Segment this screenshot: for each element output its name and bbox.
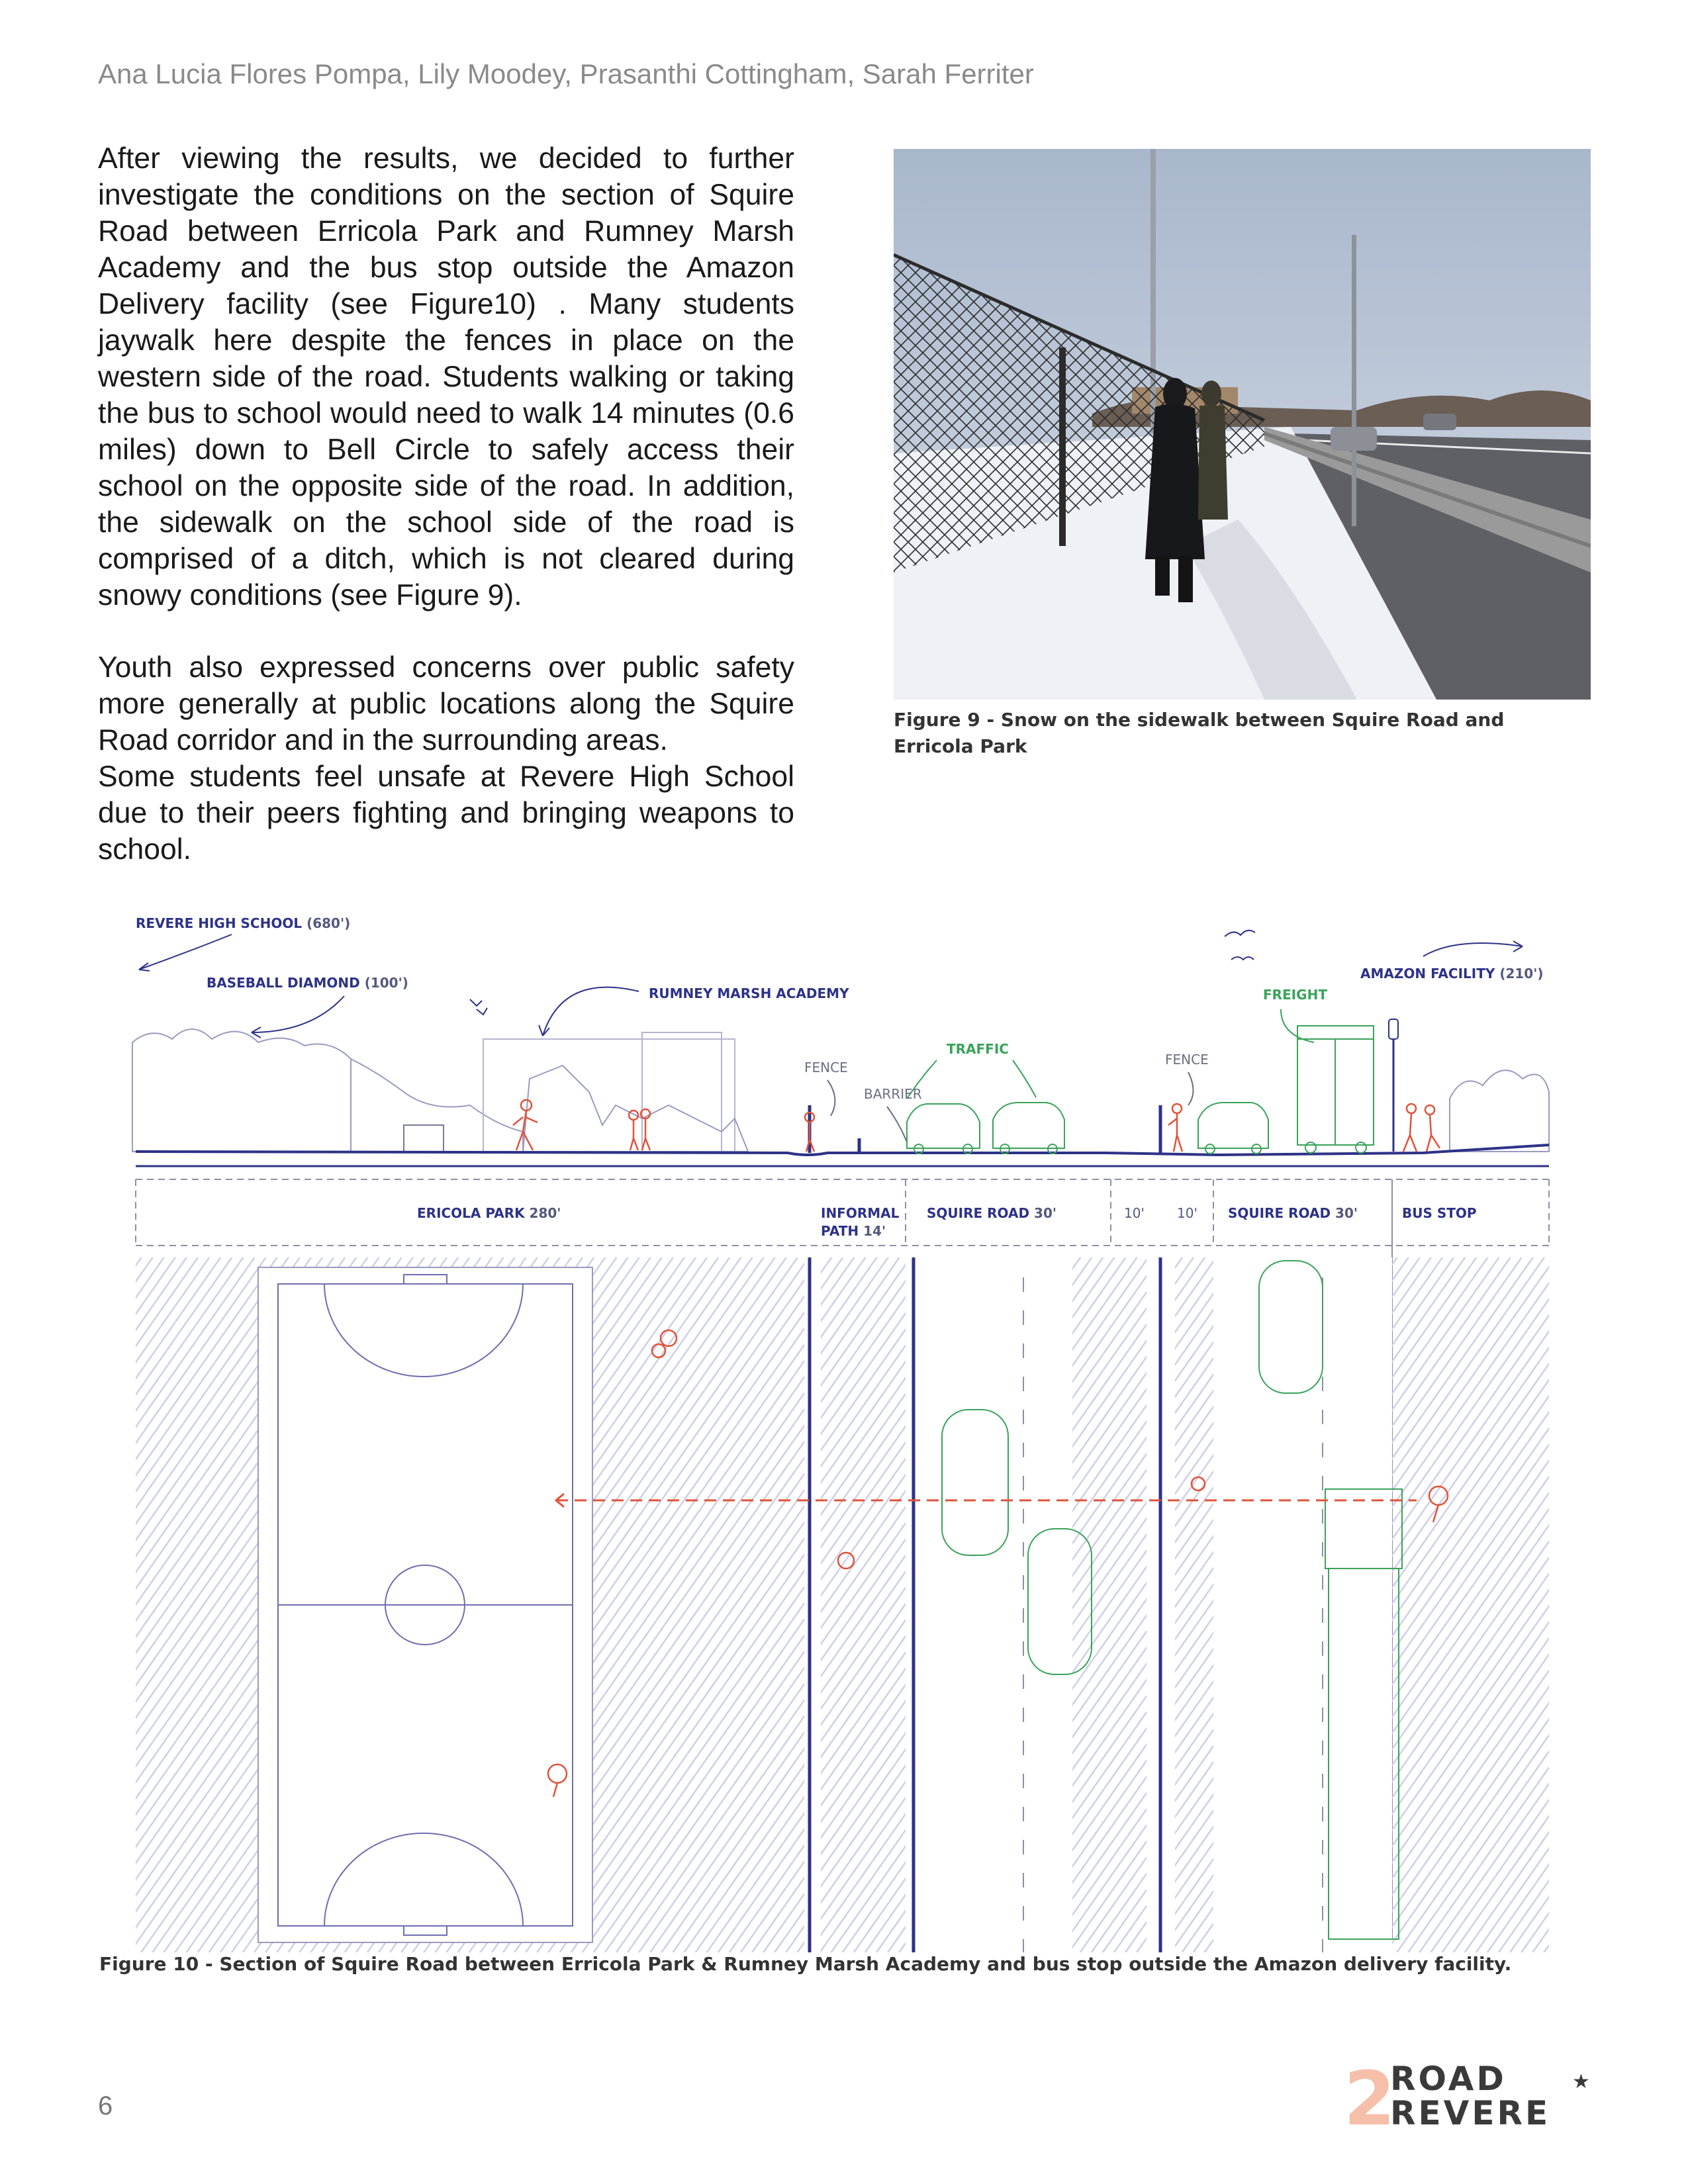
svg-text:2: 2 xyxy=(1344,2058,1395,2131)
car-section-3 xyxy=(1198,1103,1268,1154)
label-rumney-marsh-academy: RUMNEY MARSH ACADEMY xyxy=(649,985,849,1001)
figure-9-caption: Figure 9 - Snow on the sidewalk between Squire Road and Erricola Park xyxy=(894,709,1505,757)
figure-9-photo xyxy=(894,149,1591,700)
label-traffic: TRAFFIC xyxy=(947,1041,1009,1057)
bus-stop-hatch xyxy=(1392,1257,1549,1952)
segment-median-1: 10' xyxy=(1124,1205,1145,1221)
segment-ericola-park: ERICOLA PARK 280' xyxy=(417,1205,561,1221)
segment-bus-stop: BUS STOP xyxy=(1402,1205,1477,1221)
label-revere-high-school: REVERE HIGH SCHOOL (680') xyxy=(136,915,351,931)
segment-median-2: 10' xyxy=(1177,1205,1197,1221)
soccer-field xyxy=(258,1267,592,1942)
body-text xyxy=(98,140,794,868)
car-section-2 xyxy=(993,1103,1064,1154)
car-section-1 xyxy=(907,1104,980,1154)
label-fence-east: FENCE xyxy=(1165,1052,1209,1068)
bird-icon xyxy=(1231,957,1254,960)
star-icon: ★ xyxy=(1572,2070,1590,2093)
label-fence-west: FENCE xyxy=(804,1060,848,1075)
segment-squire-road-1: SQUIRE ROAD 30' xyxy=(927,1205,1056,1221)
figure-10-caption: Figure 10 - Section of Squire Road between Erricola Park & Rumney Marsh Academy and bus stop outside the Amazon delivery facility. xyxy=(99,1953,1512,1975)
page-header-authors: Ana Lucia Flores Pompa, Lily Moodey, Prasanthi Cottingham, Sarah Ferriter xyxy=(98,58,1034,89)
segment-squire-road-2: SQUIRE ROAD 30' xyxy=(1228,1205,1358,1221)
2road2revere-logo xyxy=(1344,2058,1595,2131)
bird-icon xyxy=(1225,931,1255,936)
segment-informal-path: INFORMAL xyxy=(821,1205,900,1221)
svg-text:ROAD: ROAD xyxy=(1390,2060,1507,2098)
truck-section xyxy=(1297,1026,1374,1153)
bird-icon xyxy=(470,999,487,1015)
label-baseball-diamond: BASEBALL DIAMOND (100') xyxy=(207,975,408,991)
label-freight: FREIGHT xyxy=(1263,987,1327,1003)
page-number: 6 xyxy=(98,2091,113,2120)
median-hatch-2 xyxy=(1175,1257,1213,1952)
student-figures xyxy=(513,1100,1440,1152)
svg-text:REVERE: REVERE xyxy=(1390,2094,1551,2131)
paragraph-2: Youth also expressed concerns over public safety more generally at public locations along the Squire Road corridor and in the surrounding areas. xyxy=(98,651,794,756)
label-barrier: BARRIER xyxy=(864,1086,922,1102)
label-amazon-facility: AMAZON FACILITY (210') xyxy=(1360,966,1544,981)
bus-stop-sign-icon xyxy=(1389,1019,1398,1039)
figure-10-diagram xyxy=(126,907,1569,1952)
paragraph-1: After viewing the results, we decided to further investigate the conditions on the section of Squire Road between Erricola Park and Rumney Marsh Academy and the bus stop outside the Amazon Delivery facility (see Figure10) . Many students jaywalk here despite the fences in place on the western side of the road. Students walking or taking the bus to school would need to walk 14 minutes (0.6 miles) down to Bell Circle to safely access their school on the opposite side of the road. In addition, the sidewalk on the school side of the road is comprised of a ditch, which is not cleared during snowy conditions (see Figure 9). xyxy=(98,142,794,612)
segment-informal-path-2: PATH 14' xyxy=(821,1223,886,1239)
path-hatch xyxy=(821,1257,906,1952)
median-hatch-1 xyxy=(1072,1257,1147,1952)
paragraph-3: Some students feel unsafe at Revere High School due to their peers fighting and bringing weapons to school. xyxy=(98,760,794,866)
